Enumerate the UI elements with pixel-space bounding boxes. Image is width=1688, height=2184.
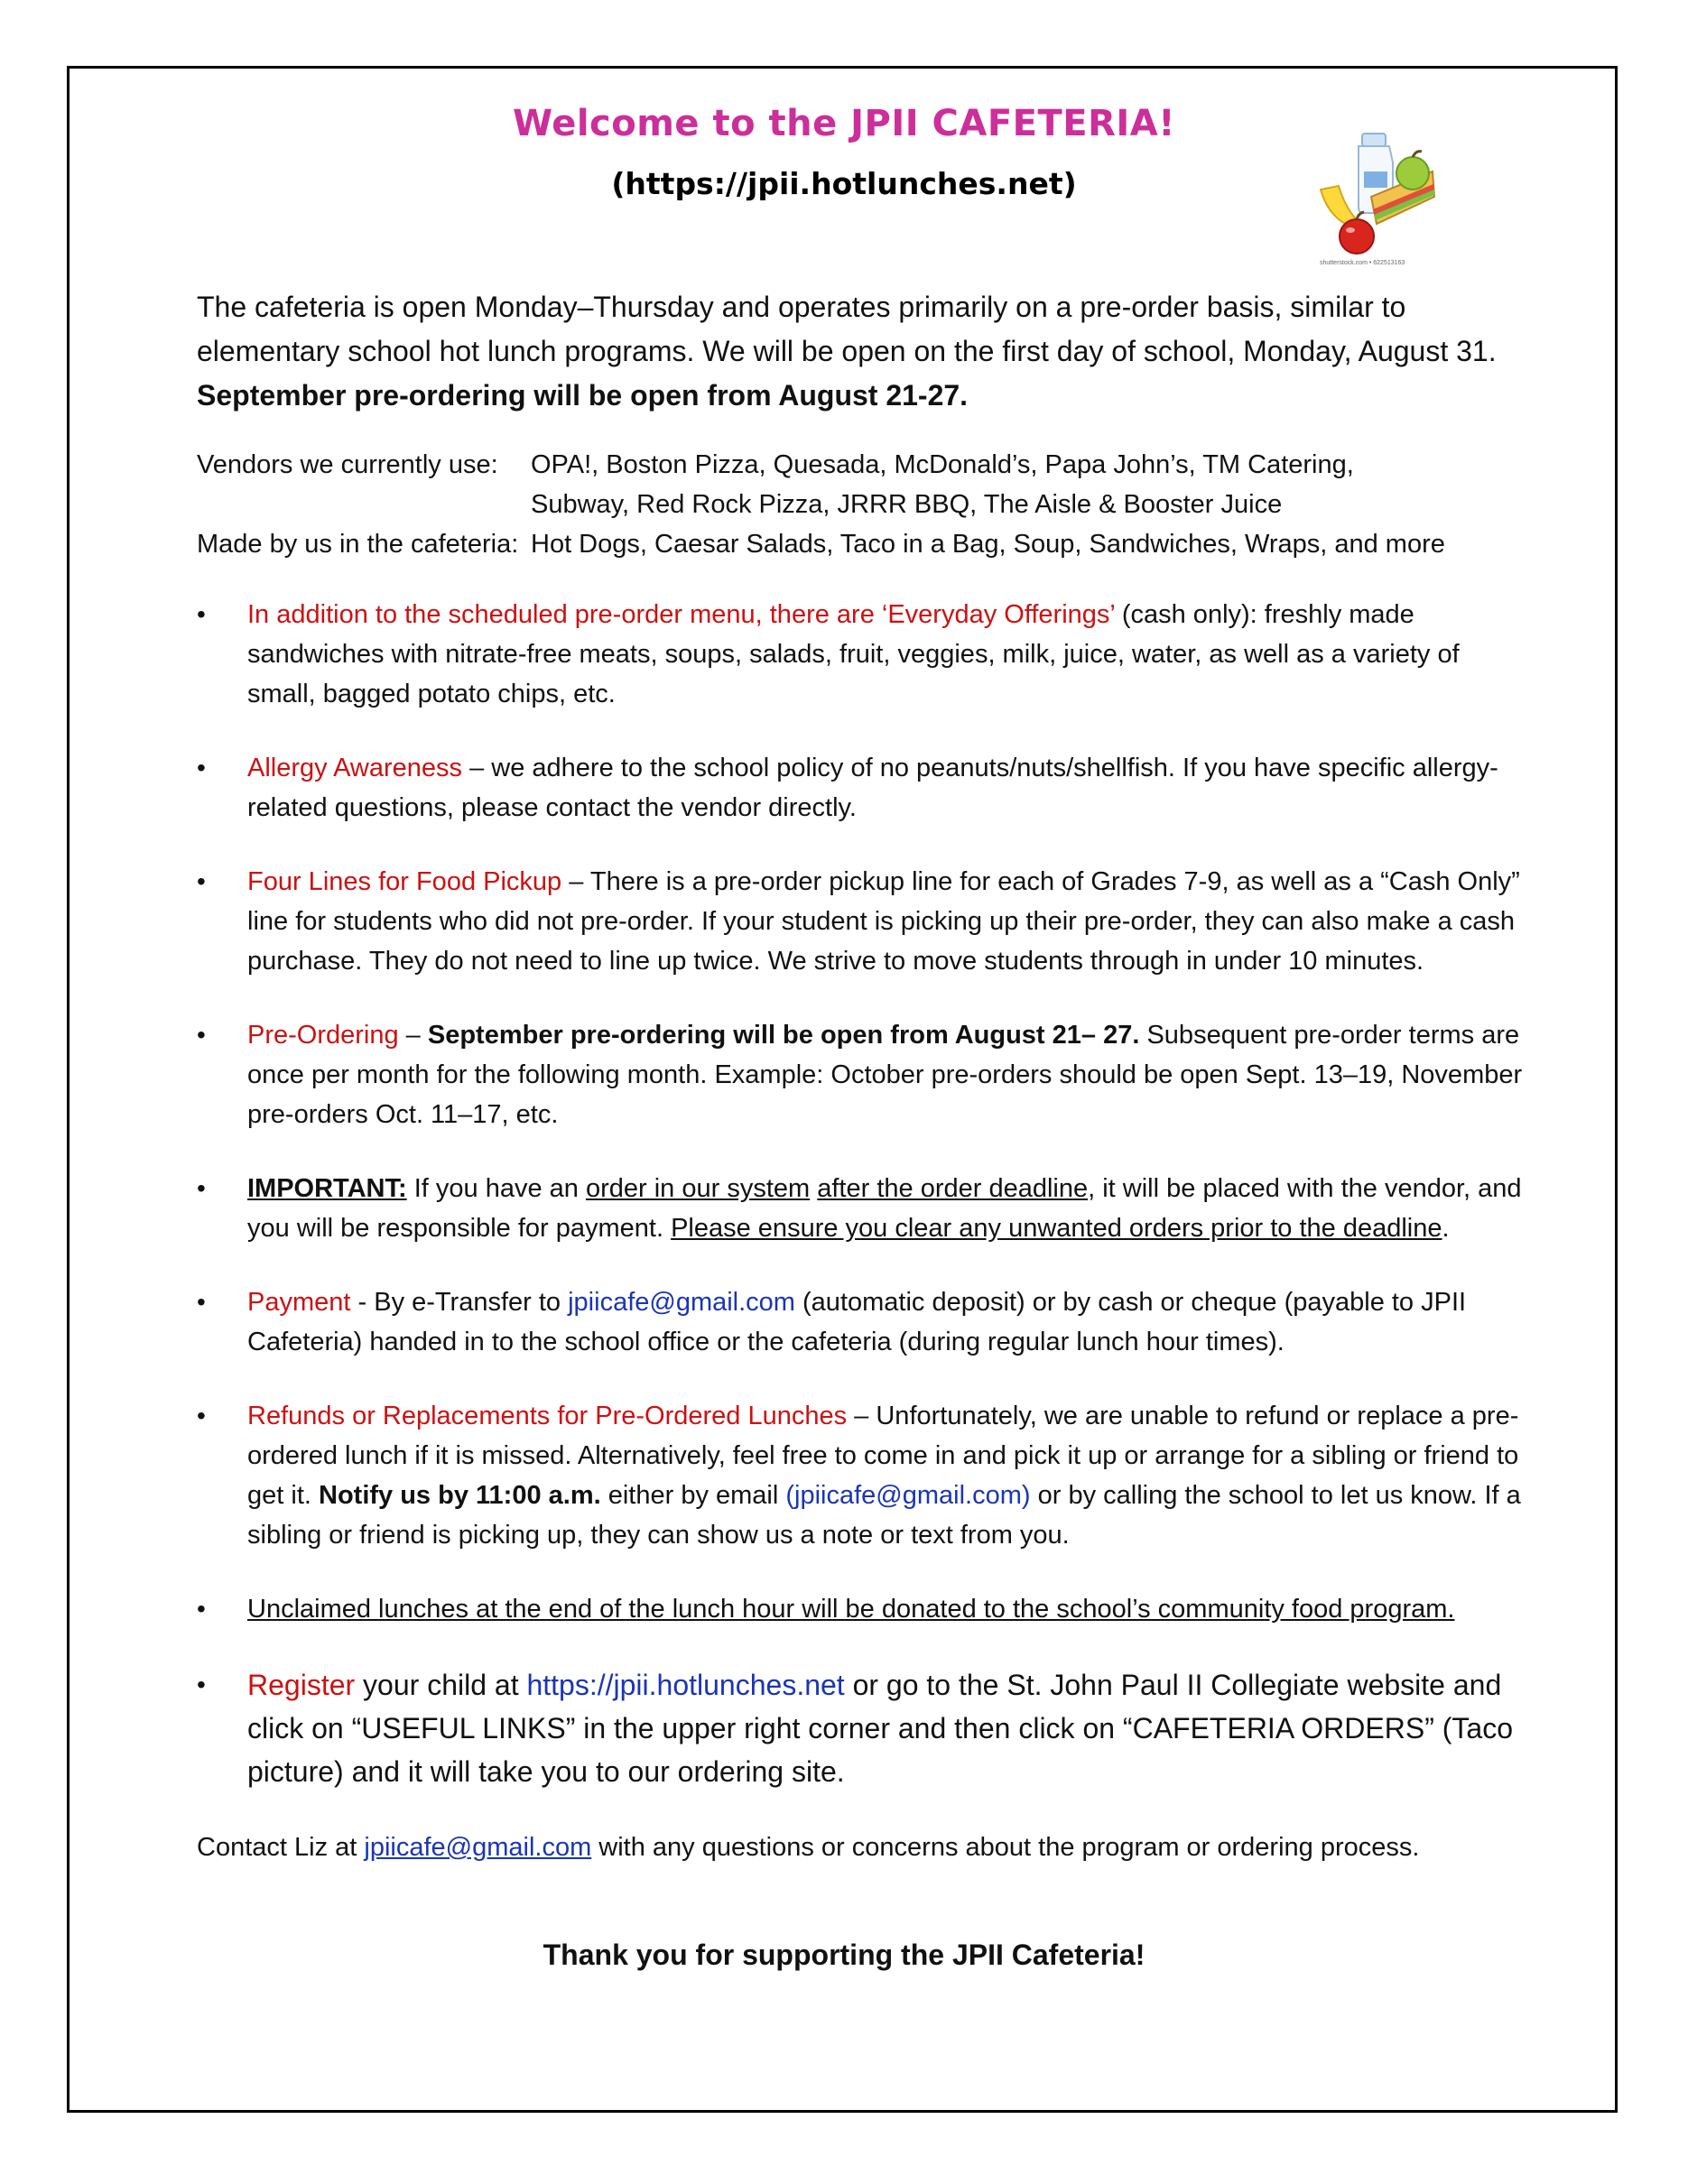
bullet-icon: • [197,600,206,628]
bullet-heading: In addition to the scheduled pre-order menu, there are ‘Everyday Offerings’ [247,600,1115,629]
bullet-text: . [1442,1214,1450,1243]
bullet-heading: Refunds or Replacements for Pre-Ordered Lunches [247,1402,848,1430]
bullet-text: or go to the St. John Paul II Collegiate website and click on “USEFUL LINKS” in the upper right corner and then click on “CAFETERIA ORDERS” (Taco picture) and it will take you to our ordering site. [247,1669,1513,1788]
bullet-text: (cash only): freshly made sandwiches with nitrate-free meats, soups, salads, fruit, veggies, milk, juice, water, as well as a variety of small, bagged potato chips, etc. [247,600,1460,708]
bullet-text: – Unfortunately, we are unable to refund or replace a pre-ordered lunch if it is missed. Alternatively, feel free to come in and pick it up or arrange for a sibling or friend to get it. [247,1402,1519,1510]
email-link[interactable]: jpiicafe@gmail.com [568,1288,795,1317]
bullet-text: – There is a pre-order pickup line for each of Grades 7-9, as well as a “Cash Only” line for students who did not pre-order. If your student is picking up their pre-order, they can also make a cash purchase. They do not need to line up twice. We strive to move students through in under 10 minutes. [247,867,1520,976]
bullet-text: (automatic deposit) or by cash or cheque (payable to JPII Cafeteria) handed in to the school office or the cafeteria (during regular lunch hour times). [247,1288,1467,1356]
vendors-label: Vendors we currently use: [197,450,498,479]
intro-bold-text: September pre-ordering will be open from August 21-27. [197,379,969,412]
bullet-register [197,1663,1524,1793]
bullet-payment [197,1282,1524,1362]
intro-paragraph [197,285,1524,418]
vendors-label-blank [197,485,531,524]
info-bullet-list [197,595,1524,1793]
bullet-unclaimed-lunches [197,1589,1524,1629]
page-title: Welcome to the JPII CAFETERIA! [513,103,1175,144]
email-link[interactable]: (jpiicafe@gmail.com) [785,1481,1031,1510]
underlined-text: after the order deadline [817,1174,1089,1203]
bullet-text: your child at [355,1669,527,1701]
bullet-heading: Payment [247,1288,351,1317]
made-by-us-value: Hot Dogs, Caesar Salads, Taco in a Bag, Soup, Sandwiches, Wraps, and more [531,530,1445,559]
lunch-food-illustration [1313,126,1440,271]
bullet-heading: Four Lines for Food Pickup [247,867,562,896]
bullet-text: , it will be placed with the vendor, and you will be responsible for payment. [247,1174,1522,1243]
email-link[interactable]: jpiicafe@gmail.com [364,1833,592,1862]
vendors-value-line2: Subway, Red Rock Pizza, JRRR BBQ, The Aisle & Booster Juice [531,490,1283,519]
bullet-icon: • [197,1595,206,1623]
website-link[interactable]: https://jpii.hotlunches.net [526,1669,845,1701]
bullet-icon: • [197,1670,206,1698]
vendor-row [197,485,1445,524]
bullet-icon: • [197,867,206,895]
bullet-heading: Pre-Ordering [247,1021,399,1050]
bullet-text: either by email [600,1481,786,1510]
bullet-text: - By e-Transfer to [350,1288,569,1317]
intro-text: The cafeteria is open Monday–Thursday and operates primarily on a pre-order basis, similar to elementary school hot lunch programs. We will be open on the first day of school, Monday, August 31. [197,291,1497,367]
bullet-refunds [197,1396,1524,1555]
bullet-text: Subsequent pre-order terms are once per month for the following month. Example: October pre-orders should be open Sept. 13–19, November pre-orders Oct. 11–17, etc. [247,1021,1523,1129]
bullet-icon: • [197,1402,206,1430]
bullet-text: – we adhere to the school policy of no peanuts/nuts/shellfish. If you have specific allergy-related questions, please contact the vendor directly. [247,754,1498,822]
underlined-text: Unclaimed lunches at the end of the lunch hour will be donated to the school’s community food program. [247,1595,1455,1624]
bullet-text: If you have an [406,1174,586,1203]
vendor-row [197,445,1445,485]
bullet-heading: IMPORTANT: [247,1174,407,1203]
bullet-bold-text: Notify us by 11:00 a.m. [319,1481,601,1510]
vendors-value-line1: OPA!, Boston Pizza, Quesada, McDonald’s, Papa John’s, TM Catering, [531,450,1354,479]
vendor-table [197,445,1445,564]
bullet-dash: – [398,1021,428,1050]
bullet-food-pickup-lines [197,862,1524,981]
bullet-icon: • [197,1174,206,1202]
vendor-row [197,524,1445,564]
underlined-text: Please ensure you clear any unwanted orders prior to the deadline [671,1214,1442,1243]
bullet-icon: • [197,754,206,782]
bullet-heading: Allergy Awareness [247,754,463,782]
bullet-important [197,1169,1524,1248]
bullet-text: or by calling the school to let us know. If a sibling or friend is picking up, they can show us a note or text from you. [247,1481,1521,1550]
bullet-allergy-awareness [197,748,1524,828]
bullet-heading: Register [247,1669,356,1701]
logo-credit: shutterstock.com • 622513163 [1320,260,1405,266]
bullet-icon: • [197,1288,206,1316]
bullet-pre-ordering [197,1015,1524,1134]
underlined-text: order in our system [585,1174,811,1203]
contact-text: with any questions or concerns about the program or ordering process. [591,1833,1420,1862]
thank-you-note: Thank you for supporting the JPII Cafeteria! [543,1939,1145,1971]
page-url: (https://jpii.hotlunches.net) [611,166,1077,201]
bullet-icon: • [197,1021,206,1049]
document-body [197,285,1524,1867]
bullet-bold-text: September pre-ordering will be open from August 21– 27. [427,1021,1140,1050]
contact-line [197,1828,1524,1867]
contact-text: Contact Liz at [197,1833,365,1862]
made-by-us-label: Made by us in the cafeteria: [197,530,519,559]
bullet-everyday-offerings [197,595,1524,714]
